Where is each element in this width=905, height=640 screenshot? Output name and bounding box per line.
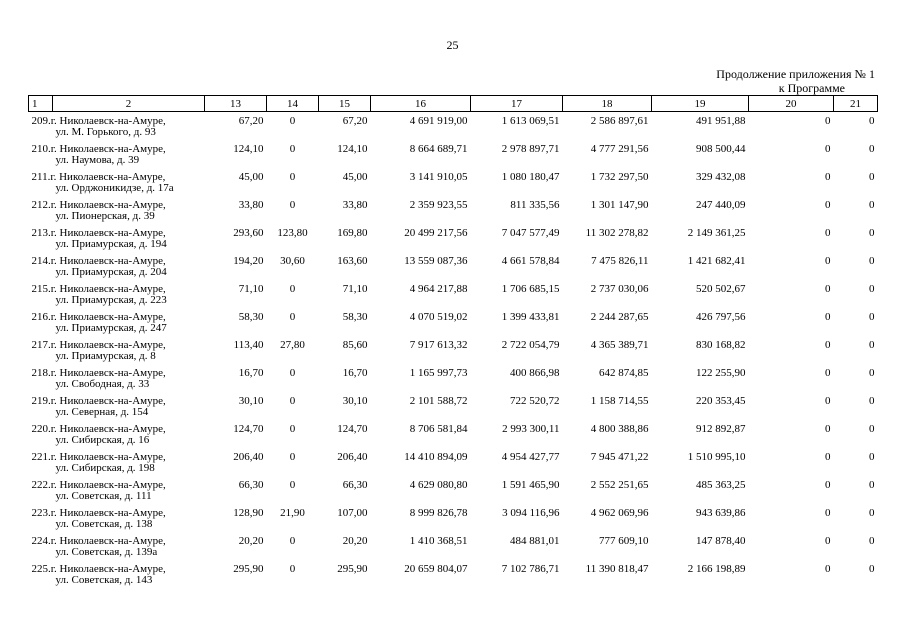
cell-col-21: 0 xyxy=(869,535,875,547)
address-cell xyxy=(29,112,205,145)
row-number: 221. xyxy=(31,452,51,463)
cell-col-18: 2 552 251,65 xyxy=(590,479,649,491)
cell-col-20: 0 xyxy=(825,143,831,155)
cell-col-18: 777 609,10 xyxy=(599,535,649,547)
cell-col-16: 13 559 087,36 xyxy=(404,255,468,267)
table-row xyxy=(29,480,878,508)
cell-col-13: 113,40 xyxy=(233,339,264,351)
cell-col-20: 0 xyxy=(825,395,831,407)
table-row xyxy=(29,536,878,564)
address-line-1: г. Николаевск-на-Амуре, xyxy=(50,564,166,575)
cell-col-16: 20 659 804,07 xyxy=(404,563,468,575)
cell-col-14: 123,80 xyxy=(277,227,308,239)
cell-col-14: 21,90 xyxy=(280,507,305,519)
address-line-2: ул. М. Горького, д. 93 xyxy=(55,126,156,138)
cell-col-20: 0 xyxy=(825,423,831,435)
header-col-20: 20 xyxy=(749,96,834,112)
cell-col-20: 0 xyxy=(825,451,831,463)
cell-col-17: 1 591 465,90 xyxy=(501,479,560,491)
cell-col-16: 8 664 689,71 xyxy=(409,143,468,155)
row-number: 219. xyxy=(31,396,51,407)
row-number: 224. xyxy=(31,536,51,547)
table-row xyxy=(29,424,878,452)
cell-col-17: 400 866,98 xyxy=(510,367,560,379)
address-line-2: ул. Советская, д. 139а xyxy=(55,546,158,558)
cell-col-19: 485 363,25 xyxy=(696,479,746,491)
address-line-2: ул. Приамурская, д. 223 xyxy=(55,294,167,306)
address-cell xyxy=(29,536,205,564)
cell-col-19: 1 510 995,10 xyxy=(687,451,746,463)
cell-col-15: 58,30 xyxy=(342,311,368,323)
cell-col-16: 8 999 826,78 xyxy=(409,507,468,519)
cell-col-13: 295,90 xyxy=(233,563,264,575)
row-number: 214. xyxy=(31,256,51,267)
appendix-line-1: Продолжение приложения № 1 xyxy=(716,67,875,81)
cell-col-16: 1 410 368,51 xyxy=(409,535,468,547)
address-cell xyxy=(29,480,205,508)
cell-col-13: 33,80 xyxy=(238,199,264,211)
cell-col-13: 67,20 xyxy=(238,115,264,127)
address-line-2: ул. Наумова, д. 39 xyxy=(55,154,140,166)
address-line-1: г. Николаевск-на-Амуре, xyxy=(50,144,166,155)
header-col-15: 15 xyxy=(319,96,371,112)
cell-col-19: 912 892,87 xyxy=(696,423,746,435)
cell-col-18: 2 244 287,65 xyxy=(590,311,649,323)
cell-col-20: 0 xyxy=(825,535,831,547)
cell-col-13: 128,90 xyxy=(233,507,264,519)
cell-col-13: 124,70 xyxy=(233,423,264,435)
table-row xyxy=(29,564,878,592)
row-number: 223. xyxy=(31,508,51,519)
row-number: 209. xyxy=(31,115,51,127)
address-cell xyxy=(29,396,205,424)
address-line-2: ул. Орджоникидзе, д. 17а xyxy=(55,182,174,194)
cell-col-13: 58,30 xyxy=(238,311,264,323)
cell-col-13: 194,20 xyxy=(233,255,264,267)
cell-col-15: 20,20 xyxy=(342,535,368,547)
header-col-19: 19 xyxy=(652,96,749,112)
header-col-16: 16 xyxy=(371,96,471,112)
address-cell xyxy=(29,424,205,452)
cell-col-21: 0 xyxy=(869,199,875,211)
address-line-2: ул. Приамурская, д. 8 xyxy=(55,350,156,362)
cell-col-21: 0 xyxy=(869,423,875,435)
row-number: 210. xyxy=(31,144,51,155)
appendix-caption xyxy=(716,67,875,95)
cell-col-15: 30,10 xyxy=(342,395,368,407)
cell-col-18: 4 777 291,56 xyxy=(590,143,649,155)
cell-col-15: 67,20 xyxy=(342,115,368,127)
table-row xyxy=(29,112,878,145)
header-col-1: 1 xyxy=(29,96,53,112)
cell-col-19: 147 878,40 xyxy=(696,535,746,547)
address-line-1: г. Николаевск-на-Амуре, xyxy=(50,172,166,183)
cell-col-17: 1 399 433,81 xyxy=(501,311,560,323)
cell-col-16: 20 499 217,56 xyxy=(404,227,468,239)
address-cell xyxy=(29,284,205,312)
address-line-1: г. Николаевск-на-Амуре, xyxy=(50,340,166,351)
cell-col-14: 0 xyxy=(289,451,296,463)
address-line-2: ул. Приамурская, д. 194 xyxy=(55,238,167,250)
cell-col-14: 0 xyxy=(289,423,296,435)
cell-col-18: 642 874,85 xyxy=(599,367,649,379)
address-line-2: ул. Свободная, д. 33 xyxy=(55,378,150,390)
cell-col-15: 45,00 xyxy=(342,171,368,183)
row-number: 217. xyxy=(31,340,51,351)
cell-col-20: 0 xyxy=(825,227,831,239)
address-line-1: г. Николаевск-на-Амуре, xyxy=(50,284,166,295)
address-line-1: г. Николаевск-на-Амуре, xyxy=(50,256,166,267)
cell-col-15: 206,40 xyxy=(337,451,368,463)
cell-col-19: 908 500,44 xyxy=(696,143,746,155)
cell-col-18: 11 390 818,47 xyxy=(585,563,649,575)
address-cell xyxy=(29,172,205,200)
cell-col-18: 4 800 388,86 xyxy=(590,423,649,435)
cell-col-13: 20,20 xyxy=(238,535,264,547)
cell-col-19: 943 639,86 xyxy=(696,507,746,519)
address-line-1: г. Николаевск-на-Амуре, xyxy=(50,228,166,239)
cell-col-21: 0 xyxy=(869,479,875,491)
cell-col-14: 0 xyxy=(289,479,296,491)
cell-col-21: 0 xyxy=(869,339,875,351)
cell-col-13: 30,10 xyxy=(238,395,264,407)
cell-col-15: 66,30 xyxy=(342,479,368,491)
address-line-1: г. Николаевск-на-Амуре, xyxy=(50,115,166,127)
cell-col-19: 830 168,82 xyxy=(696,339,746,351)
cell-col-17: 2 993 300,11 xyxy=(502,423,560,435)
address-line-2: ул. Советская, д. 138 xyxy=(55,518,153,530)
table-header xyxy=(29,96,878,112)
cell-col-18: 1 158 714,55 xyxy=(590,395,649,407)
table-row xyxy=(29,172,878,200)
table-body xyxy=(29,112,878,593)
header-col-17: 17 xyxy=(471,96,563,112)
cell-col-19: 491 951,88 xyxy=(696,115,746,127)
address-line-2: ул. Северная, д. 154 xyxy=(55,406,149,418)
cell-col-21: 0 xyxy=(869,171,875,183)
address-cell xyxy=(29,228,205,256)
address-cell xyxy=(29,340,205,368)
address-cell xyxy=(29,564,205,592)
cell-col-17: 722 520,72 xyxy=(510,395,560,407)
table-row xyxy=(29,228,878,256)
cell-col-20: 0 xyxy=(825,199,831,211)
cell-col-18: 1 301 147,90 xyxy=(590,199,649,211)
address-line-1: г. Николаевск-на-Амуре, xyxy=(50,200,166,211)
cell-col-16: 4 629 080,80 xyxy=(409,479,468,491)
cell-col-14: 0 xyxy=(289,115,296,127)
row-number: 215. xyxy=(31,284,51,295)
cell-col-16: 2 101 588,72 xyxy=(409,395,468,407)
page-number: 25 xyxy=(446,38,459,52)
cell-col-20: 0 xyxy=(825,255,831,267)
cell-col-17: 1 080 180,47 xyxy=(501,171,560,183)
cell-col-17: 2 978 897,71 xyxy=(501,143,560,155)
cell-col-19: 329 432,08 xyxy=(696,171,746,183)
cell-col-18: 4 365 389,71 xyxy=(590,339,649,351)
cell-col-14: 0 xyxy=(289,171,296,183)
cell-col-20: 0 xyxy=(825,507,831,519)
cell-col-15: 85,60 xyxy=(342,339,368,351)
cell-col-14: 0 xyxy=(289,143,296,155)
address-cell xyxy=(29,508,205,536)
cell-col-16: 4 070 519,02 xyxy=(409,311,468,323)
table-row xyxy=(29,284,878,312)
cell-col-19: 122 255,90 xyxy=(696,367,746,379)
cell-col-21: 0 xyxy=(869,311,875,323)
cell-col-14: 0 xyxy=(289,563,296,575)
cell-col-18: 2 737 030,06 xyxy=(590,283,649,295)
cell-col-21: 0 xyxy=(869,395,875,407)
cell-col-13: 71,10 xyxy=(238,283,264,295)
cell-col-17: 2 722 054,79 xyxy=(501,339,560,351)
address-line-2: ул. Приамурская, д. 247 xyxy=(55,322,167,334)
address-line-1: г. Николаевск-на-Амуре, xyxy=(50,368,166,379)
row-number: 222. xyxy=(31,480,51,491)
cell-col-15: 124,70 xyxy=(337,423,368,435)
cell-col-19: 2 166 198,89 xyxy=(687,563,746,575)
address-line-2: ул. Сибирская, д. 198 xyxy=(55,462,155,474)
appendix-line-2: к Программе xyxy=(778,81,845,95)
cell-col-19: 247 440,09 xyxy=(696,199,746,211)
cell-col-13: 45,00 xyxy=(238,171,264,183)
address-line-1: г. Николаевск-на-Амуре, xyxy=(50,312,166,323)
cell-col-21: 0 xyxy=(869,451,875,463)
cell-col-16: 1 165 997,73 xyxy=(409,367,468,379)
cell-col-15: 124,10 xyxy=(337,143,368,155)
address-line-2: ул. Сибирская, д. 16 xyxy=(55,434,150,446)
row-number: 225. xyxy=(31,564,51,575)
header-row xyxy=(29,96,878,112)
address-line-1: г. Николаевск-на-Амуре, xyxy=(50,424,166,435)
cell-col-17: 4 661 578,84 xyxy=(501,255,560,267)
table-row xyxy=(29,368,878,396)
address-cell xyxy=(29,312,205,340)
table-row xyxy=(29,144,878,172)
cell-col-21: 0 xyxy=(869,227,875,239)
cell-col-14: 0 xyxy=(289,395,296,407)
cell-col-18: 2 586 897,61 xyxy=(590,115,649,127)
cell-col-18: 7 475 826,11 xyxy=(591,255,649,267)
cell-col-19: 1 421 682,41 xyxy=(687,255,746,267)
header-col-21: 21 xyxy=(834,96,878,112)
cell-col-21: 0 xyxy=(869,563,875,575)
cell-col-16: 2 359 923,55 xyxy=(409,199,468,211)
cell-col-18: 1 732 297,50 xyxy=(590,171,649,183)
address-line-2: ул. Пионерская, д. 39 xyxy=(55,210,155,222)
cell-col-15: 295,90 xyxy=(337,563,368,575)
cell-col-19: 426 797,56 xyxy=(696,311,746,323)
cell-col-17: 4 954 427,77 xyxy=(501,451,560,463)
cell-col-13: 293,60 xyxy=(233,227,264,239)
row-number: 213. xyxy=(31,228,51,239)
cell-col-20: 0 xyxy=(825,311,831,323)
row-number: 220. xyxy=(31,424,51,435)
cell-col-17: 1 613 069,51 xyxy=(501,115,560,127)
cell-col-16: 4 964 217,88 xyxy=(409,283,468,295)
cell-col-13: 16,70 xyxy=(238,367,264,379)
cell-col-19: 2 149 361,25 xyxy=(687,227,746,239)
cell-col-21: 0 xyxy=(869,115,875,127)
cell-col-17: 1 706 685,15 xyxy=(501,283,560,295)
table-row xyxy=(29,452,878,480)
address-line-1: г. Николаевск-на-Амуре, xyxy=(50,508,166,519)
header-col-14: 14 xyxy=(267,96,319,112)
header-col-2: 2 xyxy=(53,96,205,112)
row-number: 216. xyxy=(31,312,51,323)
cell-col-20: 0 xyxy=(825,563,831,575)
row-number: 218. xyxy=(31,368,51,379)
cell-col-20: 0 xyxy=(825,171,831,183)
cell-col-17: 484 881,01 xyxy=(510,535,560,547)
table-row xyxy=(29,396,878,424)
cell-col-21: 0 xyxy=(869,283,875,295)
address-line-2: ул. Советская, д. 111 xyxy=(55,490,152,502)
address-line-1: г. Николаевск-на-Амуре, xyxy=(50,452,166,463)
row-number: 211. xyxy=(31,172,51,183)
cell-col-20: 0 xyxy=(825,115,831,127)
row-number: 212. xyxy=(31,200,51,211)
cell-col-13: 66,30 xyxy=(238,479,264,491)
cell-col-14: 0 xyxy=(289,199,296,211)
cell-col-13: 124,10 xyxy=(233,143,264,155)
cell-col-13: 206,40 xyxy=(233,451,264,463)
cell-col-17: 7 047 577,49 xyxy=(501,227,560,239)
address-cell xyxy=(29,200,205,228)
cell-col-18: 7 945 471,22 xyxy=(590,451,649,463)
cell-col-17: 7 102 786,71 xyxy=(501,563,560,575)
cell-col-17: 811 335,56 xyxy=(510,199,560,211)
cell-col-14: 30,60 xyxy=(280,255,305,267)
header-col-18: 18 xyxy=(563,96,652,112)
cell-col-20: 0 xyxy=(825,367,831,379)
cell-col-14: 0 xyxy=(289,311,296,323)
address-line-1: г. Николаевск-на-Амуре, xyxy=(50,536,166,547)
cell-col-14: 0 xyxy=(289,367,296,379)
cell-col-16: 3 141 910,05 xyxy=(409,171,468,183)
cell-col-20: 0 xyxy=(825,339,831,351)
cell-col-20: 0 xyxy=(825,283,831,295)
cell-col-21: 0 xyxy=(869,255,875,267)
cell-col-21: 0 xyxy=(869,507,875,519)
address-cell xyxy=(29,368,205,396)
cell-col-15: 16,70 xyxy=(342,367,368,379)
address-line-1: г. Николаевск-на-Амуре, xyxy=(50,396,166,407)
table-row xyxy=(29,256,878,284)
cell-col-16: 4 691 919,00 xyxy=(409,115,468,127)
address-line-2: ул. Приамурская, д. 204 xyxy=(55,266,167,278)
address-cell xyxy=(29,256,205,284)
table-row xyxy=(29,508,878,536)
cell-col-14: 0 xyxy=(289,283,296,295)
table-row xyxy=(29,312,878,340)
header-col-13: 13 xyxy=(205,96,267,112)
cell-col-21: 0 xyxy=(869,367,875,379)
address-cell xyxy=(29,452,205,480)
cell-col-19: 220 353,45 xyxy=(696,395,746,407)
cell-col-14: 0 xyxy=(289,535,296,547)
cell-col-16: 7 917 613,32 xyxy=(409,339,468,351)
cell-col-18: 11 302 278,82 xyxy=(585,227,649,239)
cell-col-15: 71,10 xyxy=(342,283,368,295)
address-line-2: ул. Советская, д. 143 xyxy=(55,574,153,586)
cell-col-15: 33,80 xyxy=(342,199,368,211)
cell-col-21: 0 xyxy=(869,143,875,155)
cell-col-15: 169,80 xyxy=(337,227,368,239)
cell-col-16: 8 706 581,84 xyxy=(409,423,468,435)
cell-col-18: 4 962 069,96 xyxy=(590,507,649,519)
cell-col-16: 14 410 894,09 xyxy=(404,451,468,463)
cell-col-17: 3 094 116,96 xyxy=(502,507,560,519)
table-row xyxy=(29,340,878,368)
cell-col-20: 0 xyxy=(825,479,831,491)
cell-col-14: 27,80 xyxy=(280,339,305,351)
cell-col-15: 163,60 xyxy=(337,255,368,267)
table-row xyxy=(29,200,878,228)
data-table xyxy=(28,95,878,592)
cell-col-15: 107,00 xyxy=(337,507,368,519)
address-line-1: г. Николаевск-на-Амуре, xyxy=(50,480,166,491)
cell-col-19: 520 502,67 xyxy=(696,283,746,295)
address-cell xyxy=(29,144,205,172)
